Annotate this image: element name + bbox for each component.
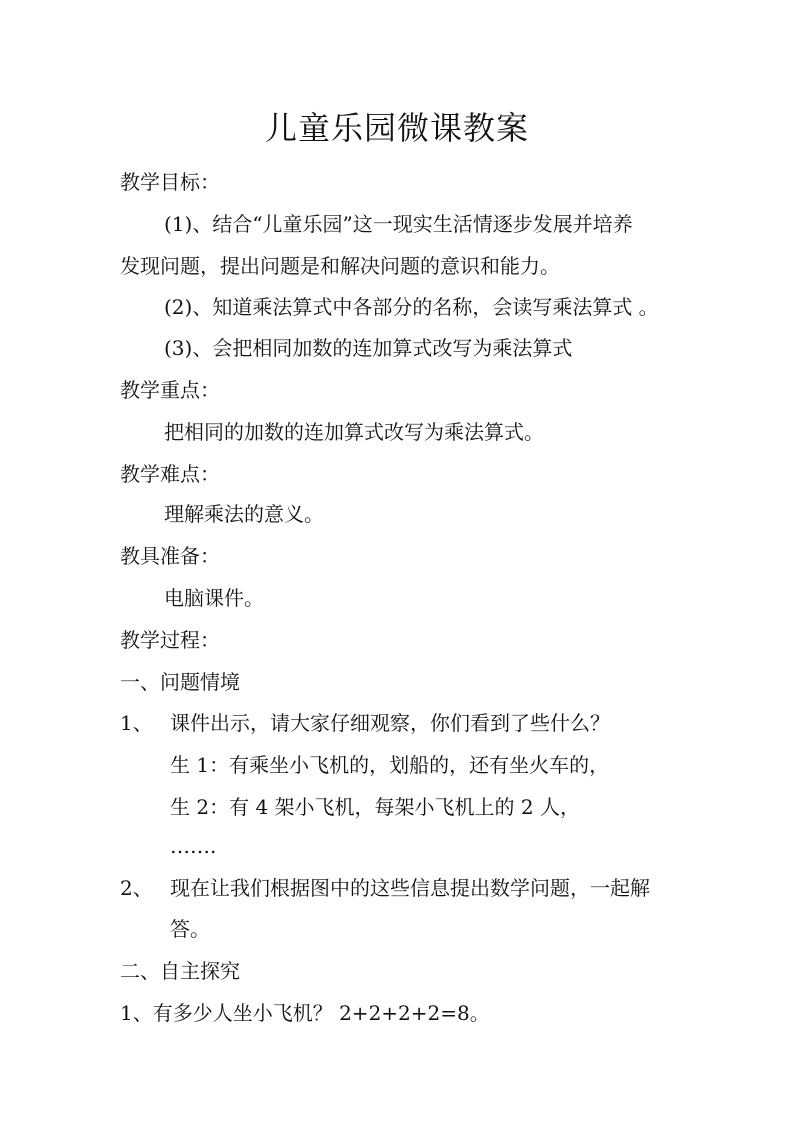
- ellipsis: …….: [170, 834, 217, 858]
- step-2-line-2: 答。: [170, 917, 210, 941]
- student-2-answer: 生 2：有 4 架小飞机，每架小飞机上的 2 人，: [170, 795, 580, 819]
- key-point-text: 把相同的加数的连加算式改写为乘法算式。: [164, 420, 544, 444]
- section-2-heading: 二、自主探究: [120, 959, 240, 983]
- tools-text: 电脑课件。: [164, 586, 264, 610]
- section-1-heading: 一、问题情境: [120, 670, 240, 694]
- student-1-answer: 生 1：有乘坐小飞机的，划船的，还有坐火车的，: [170, 753, 610, 777]
- step-2-line-1: 现在让我们根据图中的这些信息提出数学问题，一起解: [170, 876, 650, 900]
- objective-2: (2)、知道乘法算式中各部分的名称，会读写乘法算式 。: [164, 295, 659, 319]
- key-point-heading: 教学重点：: [120, 378, 220, 402]
- objective-1-line-2: 发现问题，提出问题是和解决问题的意识和能力。: [120, 254, 560, 278]
- difficulty-heading: 教学难点：: [120, 462, 220, 486]
- difficulty-text: 理解乘法的意义。: [164, 502, 324, 526]
- step-1-number: 1、: [120, 711, 153, 735]
- question-1: 1、有多少人坐小飞机？ 2+2+2+2=8。: [120, 1001, 490, 1025]
- tools-heading: 教具准备：: [120, 544, 220, 568]
- objectives-heading: 教学目标：: [120, 170, 220, 194]
- page-title: 儿童乐园微课教案: [264, 109, 529, 147]
- objective-1-line-1: (1)、结合“儿童乐园”这一现实生活情逐步发展并培养: [164, 212, 633, 236]
- step-2-number: 2、: [120, 876, 153, 900]
- objective-3: (3)、会把相同加数的连加算式改写为乘法算式: [164, 336, 573, 360]
- step-1-text: 课件出示，请大家仔细观察，你们看到了些什么？: [170, 711, 610, 735]
- process-heading: 教学过程：: [120, 628, 220, 652]
